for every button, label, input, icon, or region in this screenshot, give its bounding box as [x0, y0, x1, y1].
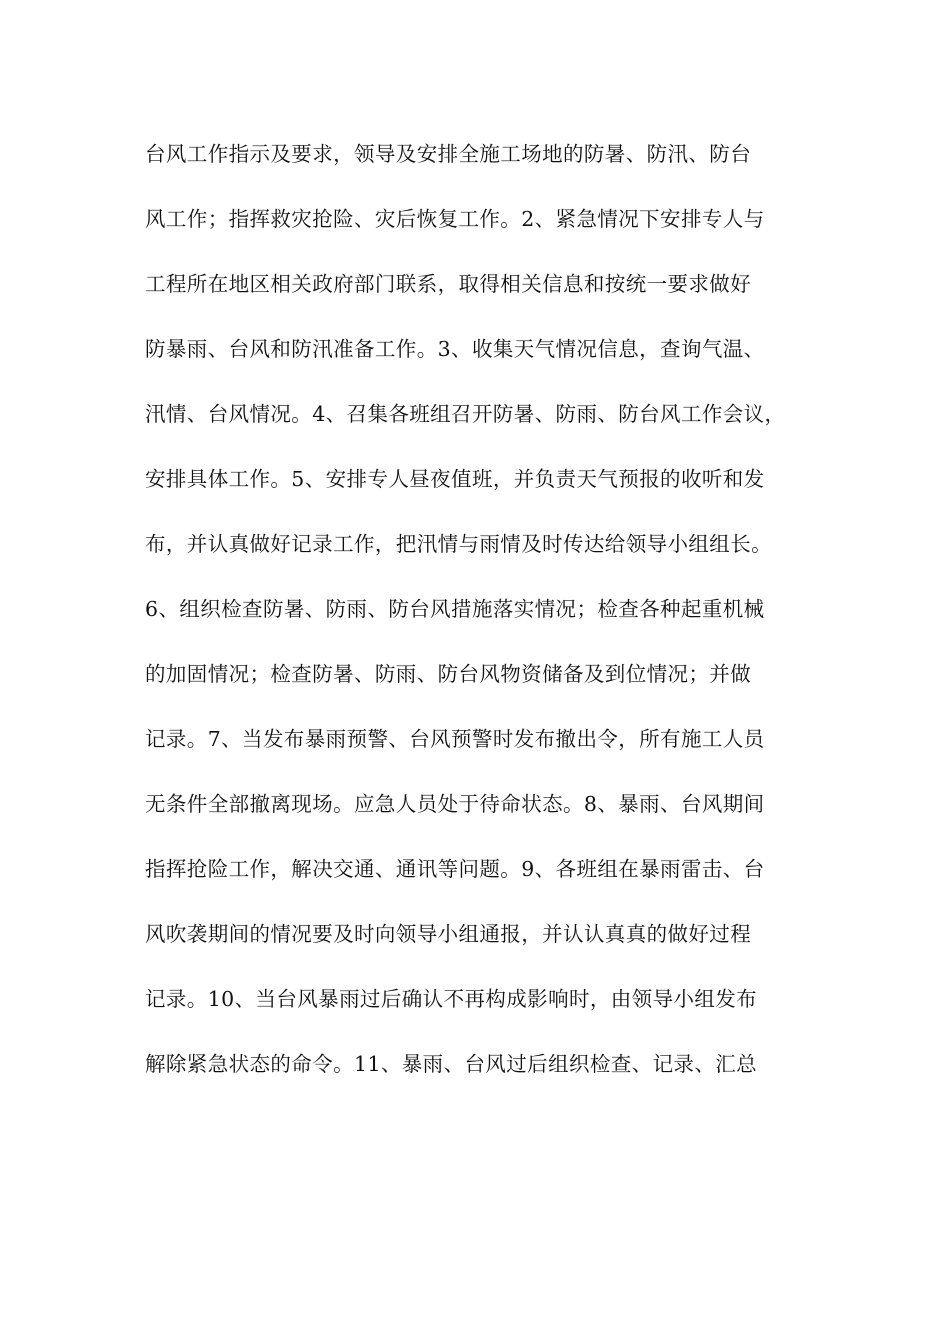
text-line-9: 的加固情况；检查防暑、防雨、防台风物资储备及到位情况；并做 — [145, 662, 752, 686]
text-line-7: 布，并认真做好记录工作，把汛情与雨情及时传达给领导小组组长。 — [145, 532, 772, 556]
text-line-11: 无条件全部撤离现场。应急人员处于待命状态。8、暴雨、台风期间 — [145, 792, 765, 816]
text-line-6: 安排具体工作。5、安排专人昼夜值班，并负责天气预报的收听和发 — [145, 467, 765, 491]
text-line-3: 工程所在地区相关政府部门联系，取得相关信息和按统一要求做好 — [145, 272, 752, 296]
text-line-13: 风吹袭期间的情况要及时向领导小组通报，并认认真真的做好过程 — [145, 922, 752, 946]
text-line-8: 6、组织检查防暑、防雨、防台风措施落实情况；检查各种起重机械 — [145, 597, 765, 621]
text-line-2: 风工作；指挥救灾抢险、灾后恢复工作。2、紧急情况下安排专人与 — [145, 207, 765, 231]
body-text — [145, 134, 825, 1109]
text-line-5: 汛情、台风情况。4、召集各班组召开防暑、防雨、防台风工作会议， — [145, 402, 786, 426]
text-line-4: 防暴雨、台风和防汛准备工作。3、收集天气情况信息，查询气温、 — [145, 337, 765, 361]
text-line-1: 台风工作指示及要求，领导及安排全施工场地的防暑、防汛、防台 — [145, 142, 752, 166]
text-line-14: 记录。10、当台风暴雨过后确认不再构成影响时，由领导小组发布 — [145, 987, 758, 1011]
text-line-15: 解除紧急状态的命令。11、暴雨、台风过后组织检查、记录、汇总 — [145, 1052, 758, 1076]
text-line-10: 记录。7、当发布暴雨预警、台风预警时发布撤出令，所有施工人员 — [145, 727, 765, 751]
text-line-12: 指挥抢险工作，解决交通、通讯等问题。9、各班组在暴雨雷击、台 — [145, 857, 765, 881]
